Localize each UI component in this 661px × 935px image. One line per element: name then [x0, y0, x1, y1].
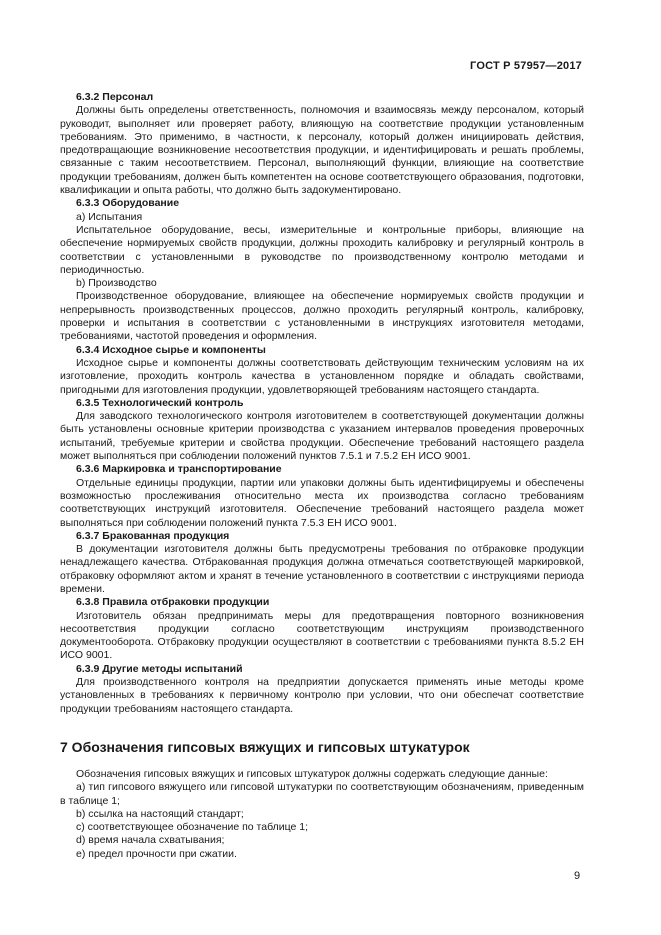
section-7-item-b: b) ссылка на настоящий стандарт;: [76, 807, 244, 820]
section-6-3-9-text: Для производственного контроля на предприятии допускается применять иные методы кроме установленных в требованиях к первичному контролю при условии, что они обеспечат соответствие продукции требованиям настоящего стандарта.: [60, 676, 584, 715]
section-6-3-4-text: Исходное сырье и компоненты должны соответствовать действующим техническим условиям на их изготовление, проходить контроль качества в установленном порядке и обладать свойствами, пригодными для изготовления продукции, удовлетворяющей требованиям настоящего стандарта.: [60, 356, 584, 396]
section-6-3-3-a-label: а) Испытания: [76, 210, 143, 223]
section-6-3-5-text: Для заводского технологического контроля изготовителем в соответствующей документации должны быть установлены основные критерии производства с указанием интервалов проведения проверочных испытаний, требуемые критерии и свойства продукции. Обеспечение требований настоящего раздела может выполняться при соблюдении положений пунктов 7.5.1 и 7.5.2 ЕН ИСО 9001.: [60, 410, 584, 463]
section-7-item-a: а) тип гипсового вяжущего или гипсовой штукатурки по соответствующим обозначениям, приведенным в таблице 1;: [60, 781, 584, 807]
page-number: 9: [574, 870, 581, 882]
section-6-3-3-a-text: Испытательное оборудование, весы, измерительные и контрольные приборы, влияющие на обеспечение нормируемых свойств продукции, должны проходить калибровку и регулярный контроль в соответствии с установленными в руководстве по производственному контролю методами и периодичностью.: [60, 223, 584, 276]
section-6-3-6-text: Отдельные единицы продукции, партии или упаковки должны быть идентифицируемы и обеспечены возможностью прослеживания относительно места их производства согласно требованиям соответствующих инструкций изготовителя. Обеспечение требований настоящего раздела может выполняться при соблюдении положений пункта 7.5.3 ЕН ИСО 9001.: [60, 476, 584, 529]
section-6-3-2-text: Должны быть определены ответственность, полномочия и взаимосвязь между персоналом, который руководит, выполняет или проверяет работу, влияющую на соответствие продукции установленным требованиям. Это применимо, в частности, к персоналу, который должен инициировать действия, предотвращающие возникновение несоответствия продукции, и идентифицировать и решать проблемы, связанные с таким несоответствием. Персонал, выполняющий функции, влияющие на соответствие продукции требованиям, должен быть компетентен на основе соответствующего образования, подготовки, квалификации и опыта работы, что должно быть задокументировано.: [60, 104, 584, 197]
section-6-3-3-b-text: Производственное оборудование, влияющее на обеспечение нормируемых свойств продукции и непрерывность производственных процессов, должно проходить регулярный контроль, калибровку, проверки и испытания в соответствии с установленными в инструкциях изготовителя методами, требованиями, частотой проведения и оформления.: [60, 290, 584, 343]
section-6-3-3-b-label: b) Производство: [76, 277, 157, 290]
section-6-3-6-heading: 6.3.6 Маркировка и транспортирование: [76, 463, 282, 476]
section-7-heading: 7 Обозначения гипсовых вяжущих и гипсовых штукатурок: [60, 738, 470, 755]
section-7-item-d: d) время начала схватывания;: [76, 834, 225, 847]
page-content: [60, 91, 584, 861]
section-7-item-c: c) соответствующее обозначение по таблице 1;: [76, 821, 309, 834]
section-7-intro: Обозначения гипсовых вяжущих и гипсовых штукатурок должны содержать следующие данные:: [76, 767, 548, 780]
section-6-3-8-text: Изготовитель обязан предпринимать меры для предотвращения повторного возникновения несоответствия продукции согласно соответствующим инструкциям производственного документооборота. Отбраковку продукции осуществляют в соответствии с требованиями пункта 8.5.2 ЕН ИСО 9001.: [60, 609, 584, 662]
section-6-3-7-text: В документации изготовителя должны быть предусмотрены требования по отбраковке продукции ненадлежащего качества. Отбракованная продукция должна отмечаться соответствующей маркировкой, отбраковку оформляют актом и хранят в течение установленного в соответствии с инструкциями периода времени.: [60, 543, 584, 595]
document-code: ГОСТ Р 57957—2017: [470, 60, 582, 72]
section-6-3-8-heading: 6.3.8 Правила отбраковки продукции: [76, 596, 270, 609]
section-7-item-e: e) предел прочности при сжатии.: [76, 847, 237, 860]
section-6-3-2-heading: 6.3.2 Персонал: [76, 91, 154, 103]
section-6-3-3-heading: 6.3.3 Оборудование: [76, 197, 180, 210]
section-6-3-9-heading: 6.3.9 Другие методы испытаний: [76, 662, 243, 675]
section-6-3-4-heading: 6.3.4 Исходное сырье и компоненты: [76, 343, 266, 356]
section-6-3-5-heading: 6.3.5 Технологический контроль: [76, 396, 244, 409]
section-6-3-7-heading: 6.3.7 Бракованная продукция: [76, 529, 230, 542]
